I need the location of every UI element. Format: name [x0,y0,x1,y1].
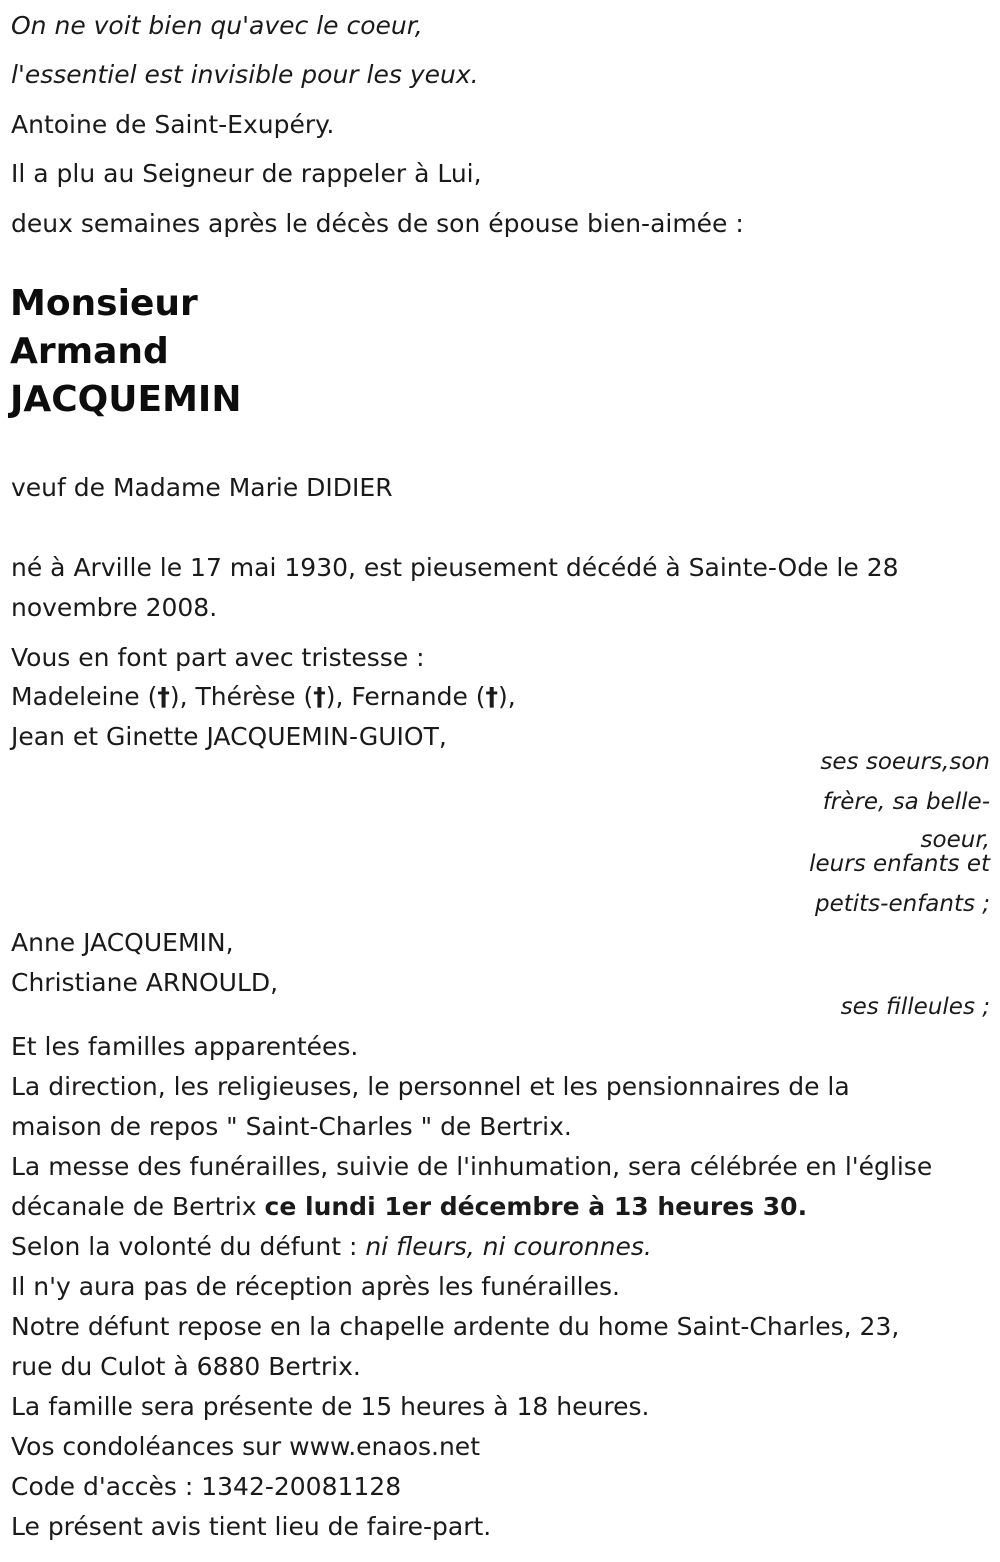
access-code-line: Code d'accès : 1342-20081128 [11,1472,402,1501]
quote-line-2: l'essentiel est invisible pour les yeux. [11,60,479,89]
direction-line-1: La direction, les religieuses, le personnel et les pensionnaires de la [11,1072,850,1101]
sisters-line-end: ), [498,682,516,711]
quote-line-1: On ne voit bien qu'avec le coeur, [11,11,423,40]
birth-death-line-1: né à Arville le 17 mai 1930, est pieusement décédé à Sainte-Ode le 28 [11,553,899,582]
birth-death-line-2: novembre 2008. [11,593,218,622]
relation-2a: leurs enfants et [809,851,990,877]
sister-fernande: ), Fernande ( [325,682,486,711]
family-present-line: La famille sera présente de 15 heures à 18 heures. [11,1392,650,1421]
cross-icon: † [157,682,170,711]
widower-line: veuf de Madame Marie DIDIER [11,473,393,502]
sister-therese: ), Thérèse ( [169,682,314,711]
rest-line-1: Notre défunt repose en la chapelle ardente du home Saint-Charles, 23, [11,1312,900,1341]
godchild-anne: Anne JACQUEMIN, [11,928,234,957]
relation-1b: frère, sa belle- [822,789,990,815]
condolences-line: Vos condoléances sur www.enaos.net [11,1432,480,1461]
mass-line-1: La messe des funérailles, suivie de l'inhumation, sera célébrée en l'église [11,1152,933,1181]
intro-line-2: deux semaines après le décès de son épouse bien-aimée : [11,209,744,238]
mass-line-2-prefix: décanale de Bertrix [11,1192,265,1221]
deceased-first-name: Armand [10,331,169,372]
mass-line-2 [11,1187,807,1227]
relation-2b: petits-enfants ; [814,891,990,917]
sister-madeleine: Madeleine ( [11,682,158,711]
wish-line [11,1227,652,1267]
deceased-title: Monsieur [10,283,198,324]
mass-datetime: ce lundi 1er décembre à 13 heures 30. [264,1192,808,1221]
announcement: Vous en font part avec tristesse : [11,643,425,672]
deceased-last-name: JACQUEMIN [10,379,242,420]
sisters-line [11,677,516,717]
relation-1a: ses soeurs,son [820,749,990,775]
wish-prefix: Selon la volonté du défunt : [11,1232,366,1261]
cross-icon: † [485,682,499,711]
godchildren-relation: ses filleules ; [840,994,990,1020]
wish-no-flowers: ni fleurs, ni couronnes. [365,1232,652,1261]
direction-line-2: maison de repos " Saint-Charles " de Bertrix. [11,1112,572,1141]
reception-line: Il n'y aura pas de réception après les funérailles. [11,1272,620,1301]
cross-icon: † [313,682,326,711]
quote-author: Antoine de Saint-Exupéry. [11,110,335,139]
intro-line-1: Il a plu au Seigneur de rappeler à Lui, [11,159,482,188]
notice-line: Le présent avis tient lieu de faire-part. [11,1512,492,1541]
relation-1c: soeur, [920,827,990,853]
godchild-christiane: Christiane ARNOULD, [11,968,279,997]
families-line: Et les familles apparentées. [11,1032,359,1061]
rest-line-2: rue du Culot à 6880 Bertrix. [11,1352,361,1381]
brother-line: Jean et Ginette JACQUEMIN-GUIOT, [11,722,447,751]
